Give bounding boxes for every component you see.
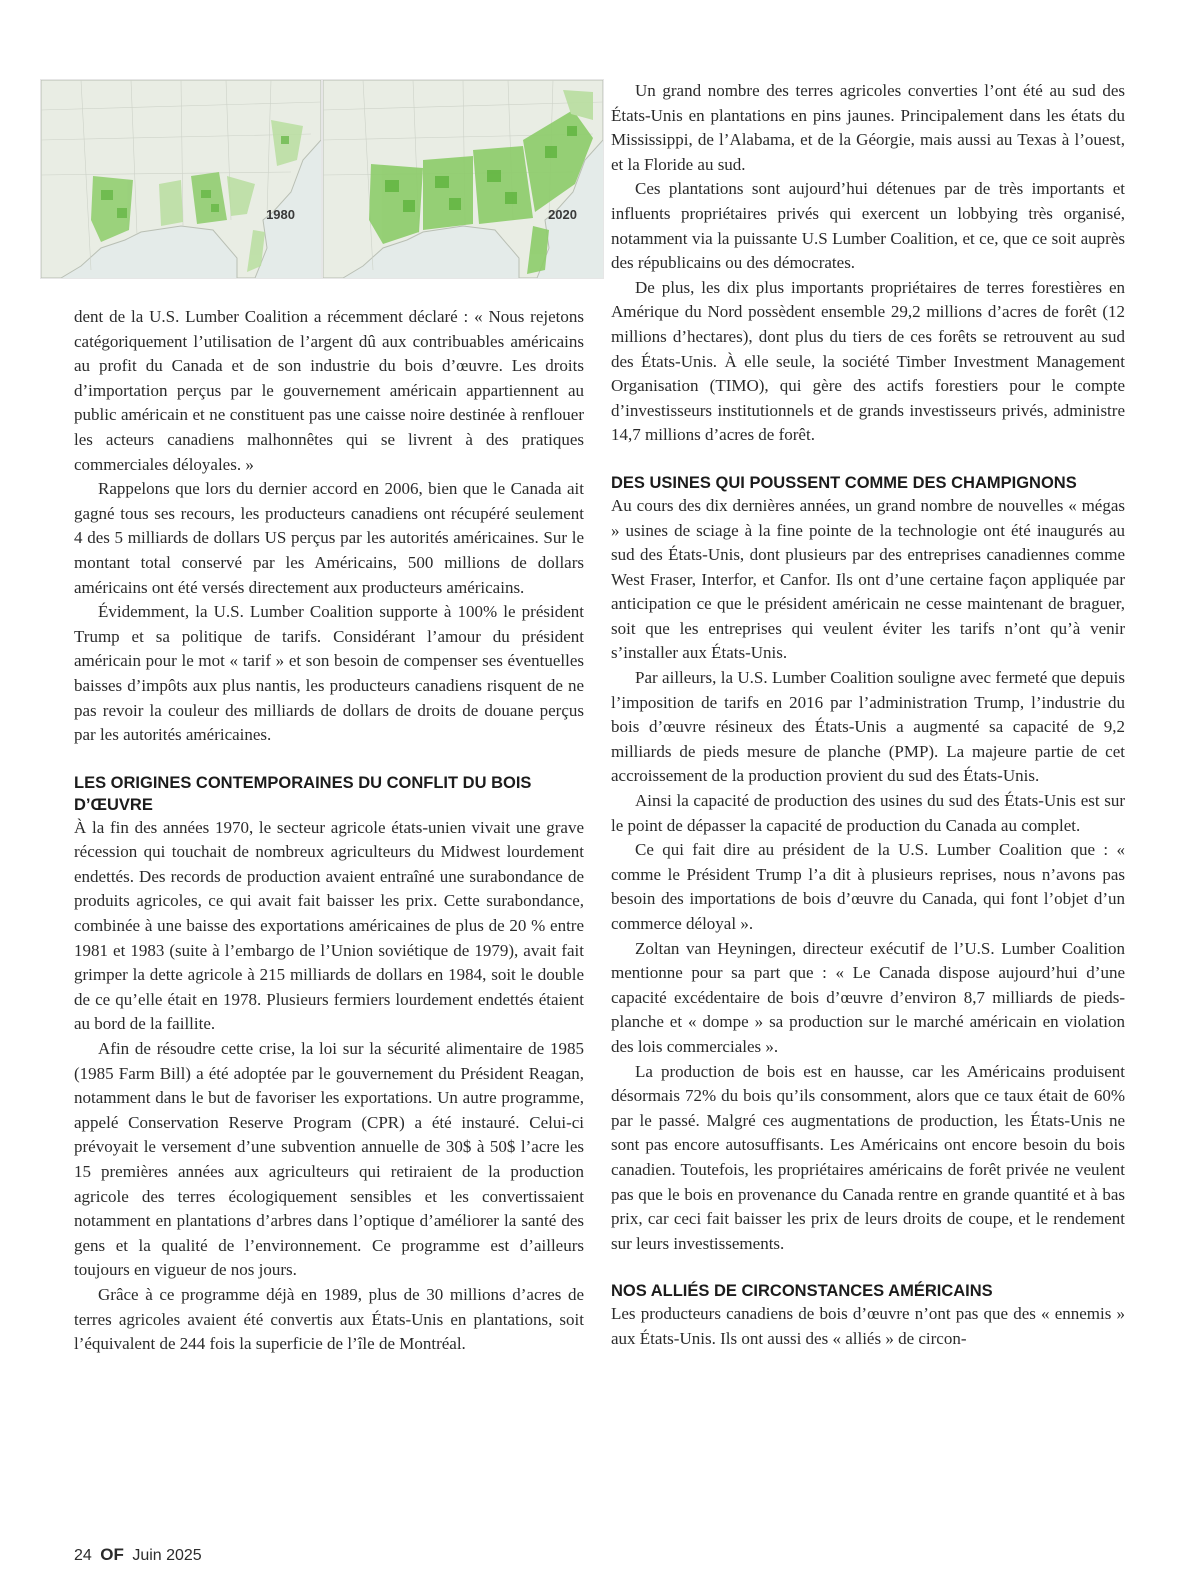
left-column xyxy=(74,305,584,1357)
paragraph: Les producteurs canadiens de bois d’œuvre n’ont pas que des « ennemis » aux États-Unis. Ils ont aussi des « alliés » de circon- xyxy=(611,1304,1125,1348)
issue-date: Juin 2025 xyxy=(132,1547,202,1564)
paragraph: Évidemment, la U.S. Lumber Coalition supporte à 100% le président Trump et sa politique de tarifs. Considérant l’amour du président américain pour le mot « tarif » et son besoin de compenser ses éventuelles baisses d’impôts aux plus nantis, les producteurs canadiens risquent de ne pas revoir la couleur des milliards de dollars de droits de douane perçus par les autorités américaines. xyxy=(74,602,584,745)
paragraph: Grâce à ce programme déjà en 1989, plus de 30 millions d’acres de terres agricoles avaient été convertis aux États-Unis en plantations, soit l’équivalent de 244 fois la superficie de l’île de Montréal. xyxy=(74,1284,584,1354)
page-footer xyxy=(74,1545,202,1565)
paragraph: Afin de résoudre cette crise, la loi sur la sécurité alimentaire de 1985 (1985 Farm Bill) a été adoptée par le gouvernement du Président Reagan, notamment dans le but de favoriser les exportations. Un autre programme, appelé Conservation Reserve Program (CPR) a été instauré. Celui-ci prévoyait le versement d’une subvention annuelle de 30$ à 50$ l’acre les 15 premières années aux agriculteurs qui retiraient de la production agricole des terres écologiquement sensibles et les convertissaient notamment en plantations d’arbres dans l’optique d’améliorer la santé des gens et la qualité de l’environnement. Ce programme est d’ailleurs toujours en vigueur de nos jours. xyxy=(74,1039,584,1280)
paragraph: De plus, les dix plus importants propriétaires de terres forestières en Amérique du Nord possèdent ensemble 29,2 millions d’acres de forêt (12 millions d’hectares), dont plus du tiers de ces forêts se retrouvent au sud des États-Unis. À elle seule, la société Timber Investment Management Organisation (TIMO), qui gère des actifs forestiers pour le compte d’investisseurs institutionnels et de grands investisseurs privés, administre 14,7 millions d’acres de forêt. xyxy=(611,277,1125,445)
section-heading: NOS ALLIÉS DE CIRCONSTANCES AMÉRICAINS xyxy=(611,1282,993,1301)
section-heading: LES ORIGINES CONTEMPORAINES DU CONFLIT DU BOIS D’ŒUVRE xyxy=(74,773,532,814)
map-2020 xyxy=(322,79,604,279)
right-column xyxy=(611,79,1125,1352)
section-heading: DES USINES QUI POUSSENT COMME DES CHAMPIGNONS xyxy=(611,473,1077,492)
map-year-2020: 2020 xyxy=(548,207,577,222)
paragraph: dent de la U.S. Lumber Coalition a récemment déclaré : « Nous rejetons catégoriquement l’utilisation de l’argent dû aux contribuables américains au profit du Canada et de son industrie du bois d’œuvre. Les droits d’importation perçus par le gouvernement américain appartiennent au public américain et ne constituent pas une caisse noire destinée à renflouer les acteurs canadiens malhonnêtes qui se livrent à des pratiques commerciales déloyales. » xyxy=(74,307,584,474)
paragraph: Ces plantations sont aujourd’hui détenues par de très importants et influents propriétaires privés qui exercent un lobbying très organisé, notamment via la puissante U.S Lumber Coalition, et ce, que ce soit auprès des républicains ou des démocrates. xyxy=(611,179,1125,273)
paragraph: À la fin des années 1970, le secteur agricole états-unien vivait une grave récession qui touchait de nombreux agriculteurs du Midwest lourdement endettés. Des records de production avaient entraîné une surabondance de produits agricoles, ce qui avait fait baisser les prix. Cette surabondance, combinée à une baisse des exportations américaines de plus de 20 % entre 1981 et 1983 (suite à l’embargo de l’Union soviétique de 1979), avait fait grimper la dette agricole à 215 milliards de dollars en 1984, soit le double de ce qu’elle était en 1978. Plusieurs fermiers lourdement endettés étaient au bord de la faillite. xyxy=(74,817,584,1034)
paragraph: Ainsi la capacité de production des usines du sud des États-Unis est sur le point de dépasser la capacité de production du Canada au complet. xyxy=(611,791,1125,835)
magazine-name: OF xyxy=(100,1545,124,1564)
map-1980 xyxy=(40,79,322,279)
paragraph: Ce qui fait dire au président de la U.S. Lumber Coalition que : « comme le Président Trump l’a dit à plusieurs reprises, nous n’avons pas besoin des importations de bois d’œuvre du Canada, qui font l’objet d’un commerce déloyal ». xyxy=(611,840,1125,933)
paragraph: Zoltan van Heyningen, directeur exécutif de l’U.S. Lumber Coalition mentionne pour sa part que : « Le Canada dispose aujourd’hui d’une capacité excédentaire de bois d’œuvre d’environ 8,7 milliards de pieds-planche et « dompe » sa production sur le marché américain en violation des lois commerciales ». xyxy=(611,938,1125,1056)
paragraph: Un grand nombre des terres agricoles converties l’ont été au sud des États-Unis en plantations en pins jaunes. Principalement dans les états du Mississippi, de l’Alabama, et de la Géorgie, mais aussi au Texas à l’ouest, et la Floride au sud. xyxy=(611,81,1125,174)
map-year-1980: 1980 xyxy=(266,207,295,222)
paragraph: Au cours des dix dernières années, un grand nombre de nouvelles « mégas » usines de sciage à la fine pointe de la technologie ont été inaugurés au sud des États-Unis, dont plusieurs par des entreprises canadiennes comme West Fraser, Interfor, et Canfor. Ils ont d’une certaine façon appliquée par anticipation ce que le président américain ne cesse maintenant de braguer, soit que les entreprises qui veulent éviter les tarifs n’ont qu’à venir s’installer aux États-Unis. xyxy=(611,495,1125,663)
southeast-us-map-2020 xyxy=(323,80,603,278)
page-number: 24 xyxy=(74,1547,92,1564)
paragraph: Rappelons que lors du dernier accord en 2006, bien que le Canada ait gagné tous ses recours, les producteurs canadiens ont récupéré seulement 4 des 5 milliards de dollars US perçus par les autorités américaines. Sur le montant total conservé par les Américains, 500 millions de dollars américains ont été versés directement aux producteurs américains. xyxy=(74,479,584,597)
paragraph: Par ailleurs, la U.S. Lumber Coalition souligne avec fermeté que depuis l’imposition de tarifs en 2016 par l’administration Trump, l’industrie du bois d’œuvre résineux des États-Unis a augmenté sa capacité de 9,2 milliards de pieds mesure de planche (PMP). La majeure partie de cet accroissement de la production provient du sud des États-Unis. xyxy=(611,668,1125,786)
southeast-us-map-1980 xyxy=(41,80,321,278)
paragraph: La production de bois est en hausse, car les Américains produisent désormais 72% du bois qu’ils consomment, alors que ce taux était de 60% par le passé. Malgré ces augmentations de production, les États-Unis ne sont pas encore autosuffisants. Les Américains ont encore besoin du bois canadien. Toutefois, les propriétaires américains de forêt privée ne veulent pas que le bois en provenance du Canada rentre en grande quantité et à bas prix, car ceci fait baisser les prix de leurs droits de coupe, et le rendement sur leurs investissements. xyxy=(611,1061,1125,1253)
